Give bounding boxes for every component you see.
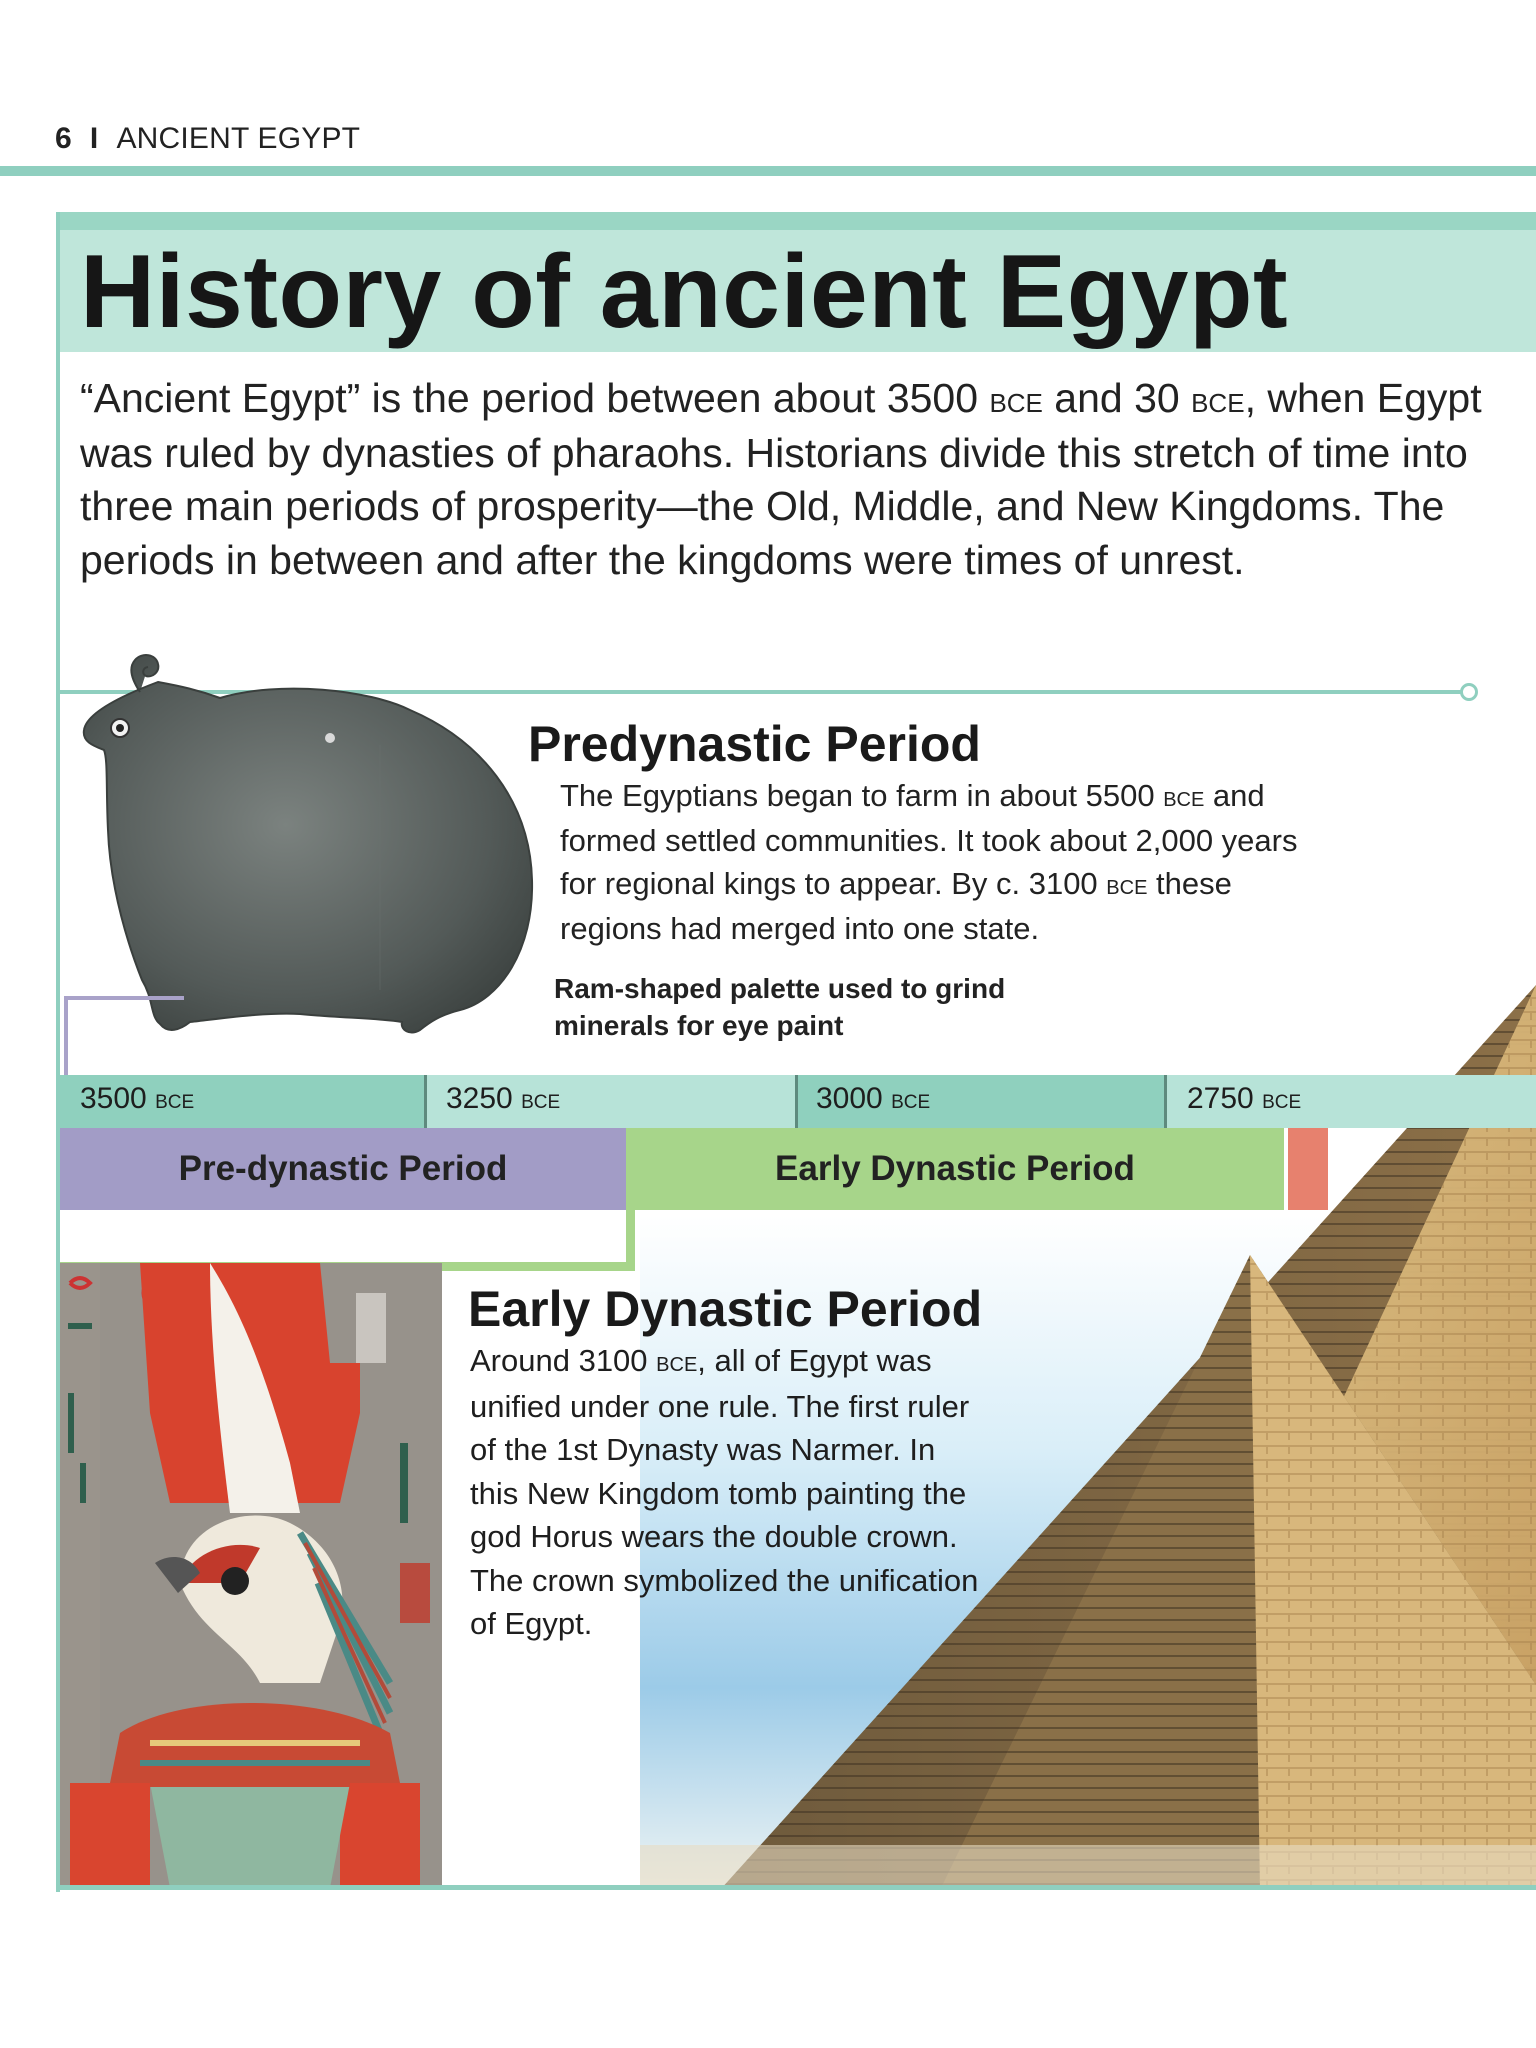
bottom-rule bbox=[56, 1885, 1536, 1890]
predynastic-text-1: The Egyptians began to farm in about 5500 bbox=[560, 778, 1164, 813]
tick-year: 2750 bbox=[1187, 1082, 1254, 1115]
early-dynastic-heading: Early Dynastic Period bbox=[468, 1281, 983, 1337]
early-dynastic-text bbox=[470, 1339, 990, 1646]
ram-palette-image bbox=[80, 650, 540, 1040]
early-era: bce bbox=[656, 1346, 698, 1378]
predynastic-text bbox=[560, 774, 1340, 950]
intro-era-1: bce bbox=[989, 378, 1043, 420]
intro-text-2: and 30 bbox=[1042, 375, 1192, 421]
tick-era: bce bbox=[891, 1083, 931, 1114]
period-band-early-dynastic: Early Dynastic Period bbox=[626, 1128, 1284, 1210]
predynastic-connector-horizontal bbox=[64, 996, 184, 1000]
predynastic-text-2: and formed settled communities. It took about 2,000 years for regional kings to appear. By c. 3100 bbox=[560, 778, 1298, 901]
section-name: ANCIENT EGYPT bbox=[116, 122, 361, 155]
running-header bbox=[55, 122, 360, 156]
predynastic-era-1: bce bbox=[1163, 781, 1205, 813]
timeline-label-2750 bbox=[1187, 1082, 1301, 1116]
ram-palette-caption: Ram-shaped palette used to grind minerals for eye paint bbox=[554, 973, 1006, 1041]
timeline-tick bbox=[424, 1075, 427, 1128]
timeline-tick bbox=[1164, 1075, 1167, 1128]
tick-era: bce bbox=[1262, 1083, 1302, 1114]
period-band-predynastic: Pre-dynastic Period bbox=[60, 1128, 626, 1210]
horus-painting-image bbox=[60, 1263, 442, 1888]
predynastic-era-2: bce bbox=[1106, 869, 1148, 901]
tick-year: 3250 bbox=[446, 1082, 513, 1115]
predynastic-connector-vertical bbox=[64, 996, 68, 1076]
timeline-label-3250 bbox=[446, 1082, 560, 1116]
header-separator: I bbox=[89, 122, 99, 155]
predynastic-text-3: these regions had merged into one state. bbox=[560, 866, 1232, 946]
early-dynastic-connector-vertical bbox=[626, 1210, 635, 1270]
timeline-connector-dot bbox=[1460, 683, 1478, 701]
page-number: 6 bbox=[55, 122, 72, 155]
tick-year: 3000 bbox=[816, 1082, 883, 1115]
header-rule bbox=[0, 166, 1536, 176]
timeline-label-3500 bbox=[80, 1082, 194, 1116]
tick-era: bce bbox=[521, 1083, 561, 1114]
intro-era-2: bce bbox=[1191, 378, 1245, 420]
tick-era: bce bbox=[155, 1083, 195, 1114]
title-band-stripe bbox=[58, 212, 1536, 230]
timeline-label-3000 bbox=[816, 1082, 930, 1116]
early-text-1: Around 3100 bbox=[470, 1343, 657, 1378]
predynastic-heading: Predynastic Period bbox=[528, 716, 981, 772]
timeline-tick bbox=[795, 1075, 798, 1128]
intro-text-3: , when Egypt was ruled by dynasties of pharaohs. Historians divide this stretch of time into three main periods of prosperity—the Old, Middle, and New Kingdoms. The periods in between and after the kingdoms were times of unrest. bbox=[80, 375, 1482, 583]
early-text-2: , all of Egypt was unified under one rule. The first ruler of the 1st Dynasty was Narmer. In this New Kingdom tomb painting the god Horus wears the double crown. The crown symbolized the unification of Egypt. bbox=[470, 1343, 979, 1641]
period-band-next bbox=[1288, 1128, 1328, 1210]
page-title: History of ancient Egypt bbox=[80, 234, 1289, 350]
intro-text-1: “Ancient Egypt” is the period between about 3500 bbox=[80, 375, 990, 421]
tick-year: 3500 bbox=[80, 1082, 147, 1115]
intro-paragraph bbox=[80, 372, 1510, 587]
